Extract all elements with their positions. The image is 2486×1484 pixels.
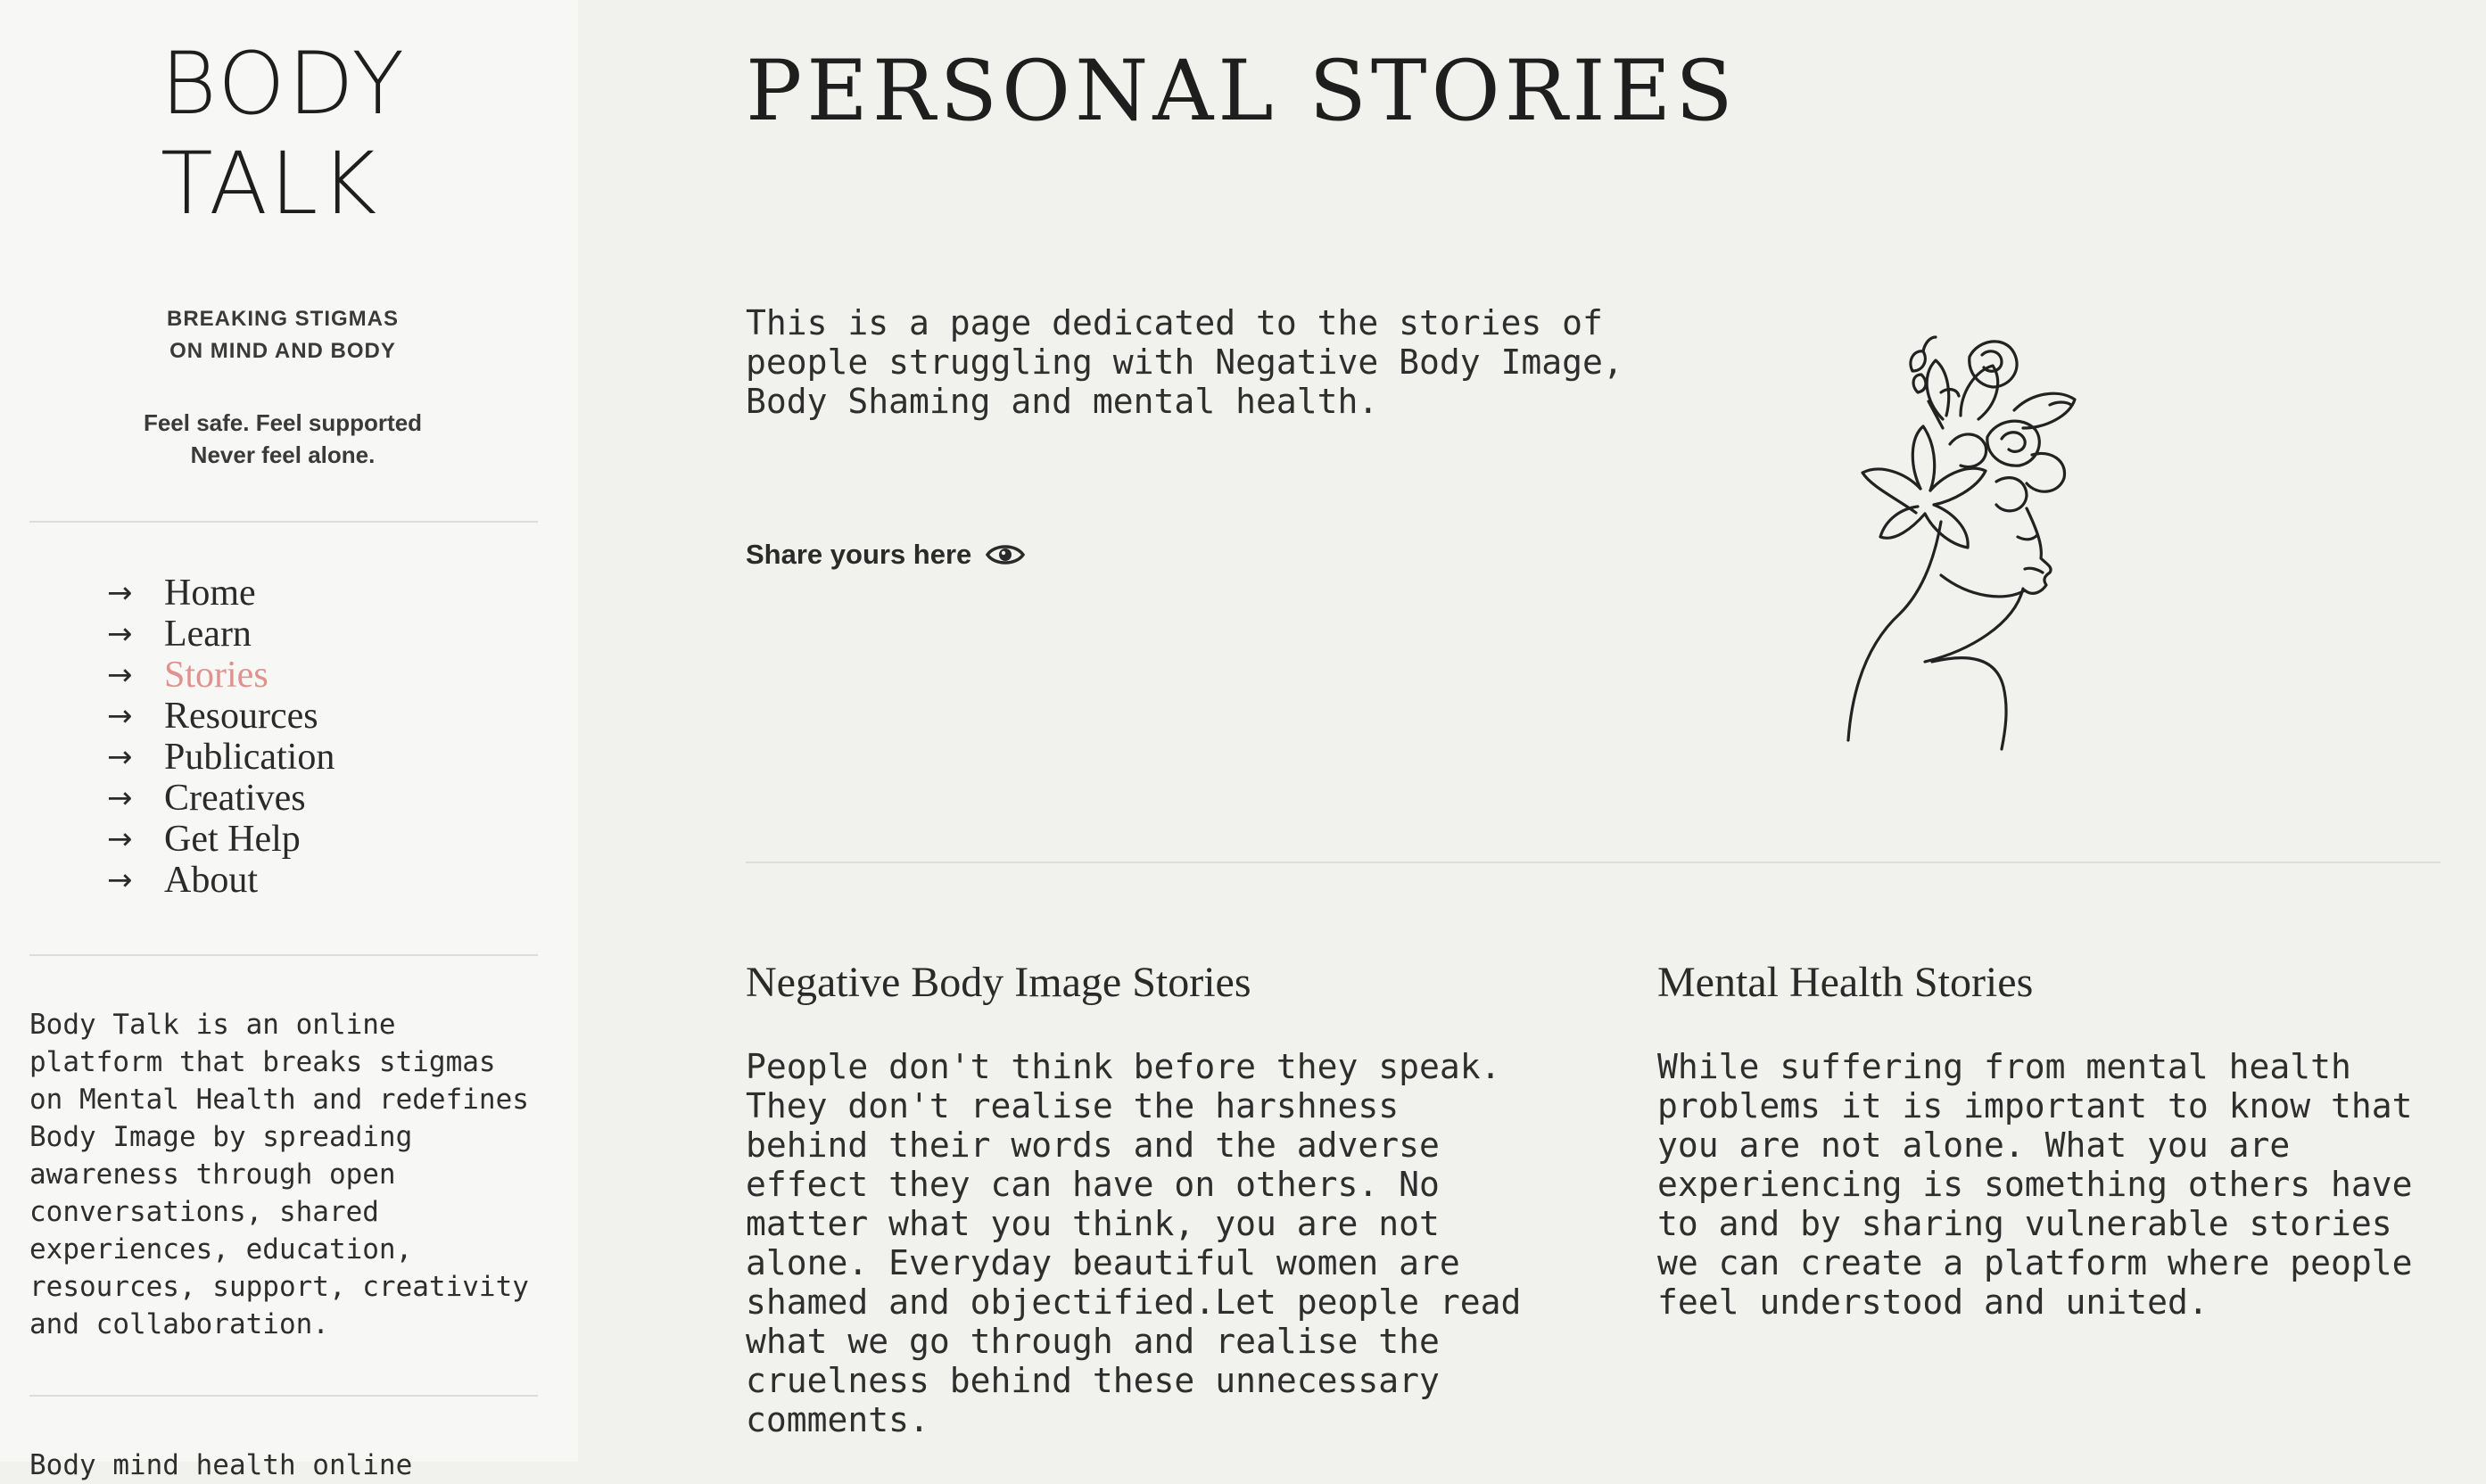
content-divider xyxy=(746,862,2441,863)
arrow-right-icon: → xyxy=(107,698,133,734)
nav-item-label: Creatives xyxy=(164,778,306,819)
arrow-right-icon: → xyxy=(107,739,133,775)
motto-line-1: Feel safe. Feel supported xyxy=(143,409,423,436)
tagline-line-2: ON MIND AND BODY xyxy=(169,339,396,363)
eye-icon xyxy=(986,541,1025,568)
mental-health-heading[interactable]: Mental Health Stories xyxy=(1657,959,2034,1006)
share-story-label: Share yours here xyxy=(746,539,972,570)
nav-item-creatives[interactable] xyxy=(107,778,334,819)
nav-item-label: Get Help xyxy=(164,819,301,860)
nav-item-home[interactable] xyxy=(107,573,334,614)
main-nav xyxy=(107,573,334,901)
nav-item-label: Publication xyxy=(164,737,335,778)
nav-item-about[interactable] xyxy=(107,860,334,901)
nav-item-resources[interactable] xyxy=(107,696,334,737)
nav-item-label: Home xyxy=(164,573,256,614)
nav-item-get-help[interactable] xyxy=(107,819,334,860)
nav-item-label: Learn xyxy=(164,614,252,655)
sidebar-cutoff-text: Body mind health online xyxy=(29,1449,413,1481)
arrow-right-icon: → xyxy=(107,862,133,898)
logo-line-1: BODY xyxy=(161,34,408,134)
nav-item-publication[interactable] xyxy=(107,737,334,778)
nav-item-label: About xyxy=(164,860,258,901)
sidebar-divider-middle xyxy=(29,954,538,956)
arrow-right-icon: → xyxy=(107,657,133,693)
arrow-right-icon: → xyxy=(107,780,133,816)
main-content xyxy=(578,0,2486,1462)
about-text: Body Talk is an online platform that breaks stigmas on Mental Health and redefines Body Image by spreading awareness through open conversations, shared experiences, education, resources, support, creativity and collaboration. xyxy=(29,1009,529,1340)
motto-line-2: Never feel alone. xyxy=(190,441,376,468)
negative-body-image-text: People don't think before they speak. They don't realise the harshness behind their words and the adverse effect they can have on others. No matter what you think, you are not alone. Everyday beautiful women are shamed and objectified.Let people read what we go through and realise the cruelness behind these unnecessary comments. xyxy=(746,1047,1522,1439)
share-story-link[interactable] xyxy=(746,539,1025,571)
sidebar-divider-top xyxy=(29,521,538,523)
motto xyxy=(0,407,566,471)
sidebar-divider-bottom xyxy=(29,1395,538,1397)
sidebar xyxy=(0,0,578,1481)
nav-item-label: Resources xyxy=(164,696,318,737)
tagline-line-1: BREAKING STIGMAS xyxy=(166,307,399,331)
arrow-right-icon: → xyxy=(107,616,133,652)
intro-text: This is a page dedicated to the stories of people struggling with Negative Body Image, Body Shaming and mental health. xyxy=(746,303,1623,421)
nav-item-learn[interactable] xyxy=(107,614,334,655)
mental-health-text: While suffering from mental health problems it is important to know that you are not alone. What you are experiencing is something others have to and by sharing vulnerable stories we can create a platform where people feel understood and united. xyxy=(1657,1047,2413,1322)
tagline xyxy=(0,303,566,367)
arrow-right-icon: → xyxy=(107,821,133,857)
page-title: PERSONAL STORIES xyxy=(746,43,1738,140)
logo-line-2: TALK xyxy=(161,134,380,234)
site-logo[interactable] xyxy=(161,34,407,234)
flower-head-illustration xyxy=(1836,330,2094,758)
arrow-right-icon: → xyxy=(107,575,133,611)
nav-item-label: Stories xyxy=(164,655,268,696)
negative-body-image-heading[interactable]: Negative Body Image Stories xyxy=(746,959,1251,1006)
nav-item-stories[interactable] xyxy=(107,655,334,696)
